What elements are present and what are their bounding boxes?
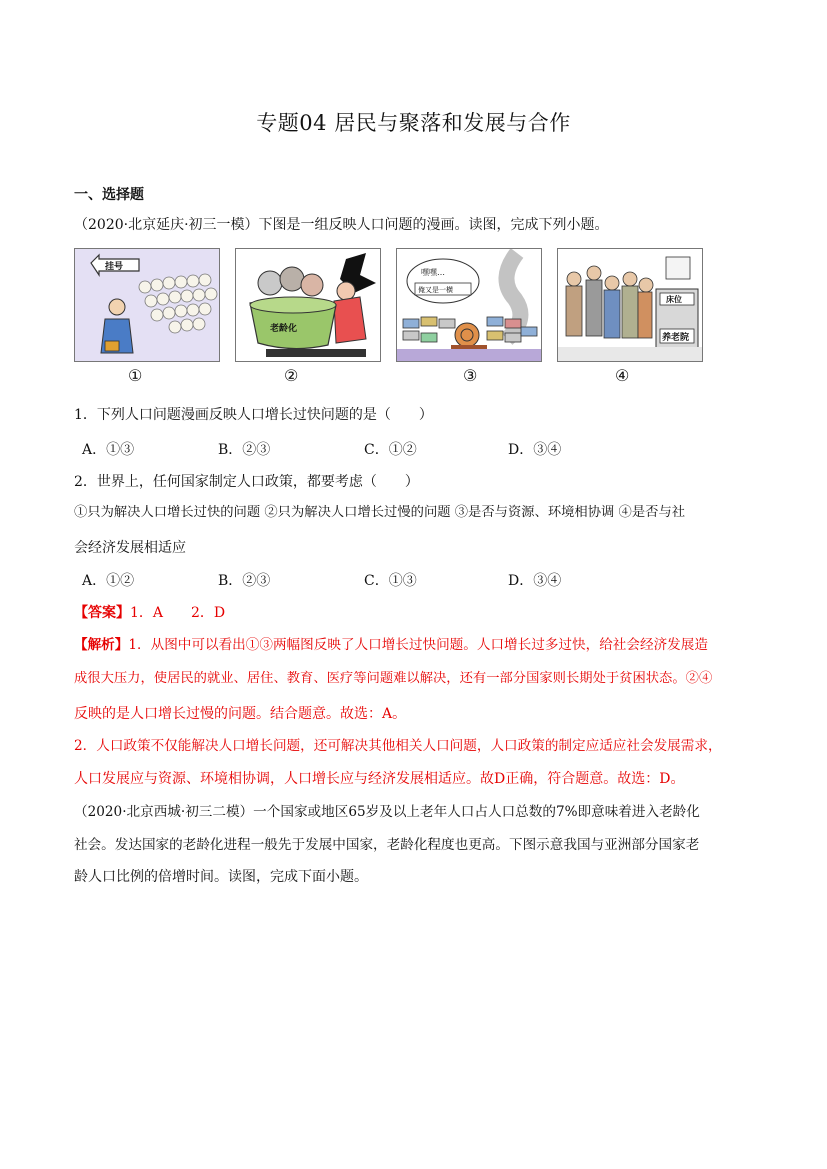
comic-4-caption: ④ — [615, 366, 630, 385]
q1-option-c: C．①② — [364, 442, 417, 458]
intro-text-2-line-1: （2020·北京西城·初三二模）一个国家或地区65岁及以上老年人口占人口总数的7%即意味着进入老龄化 — [74, 804, 700, 820]
question-1-stem: 1．下列人口问题漫画反映人口增长过快问题的是（ ） — [74, 407, 433, 423]
analysis-label: 【解析】 — [74, 637, 129, 653]
comic-1-image — [74, 248, 220, 362]
comic-2-caption: ② — [284, 366, 299, 385]
q2-statements-line-1: ①只为解决人口增长过快的问题 ②只为解决人口增长过慢的问题 ③是否与资源、环境相协调 ④是否与社 — [74, 505, 686, 520]
comic-4-sign-1: 床位 — [666, 295, 682, 304]
q1-option-b: B．②③ — [218, 442, 271, 458]
comic-3-bubble-1: 嘿嘿… — [421, 268, 445, 277]
analysis-line-5: 人口发展应与资源、环境相协调，人口增长应与经济发展相适应。故D正确，符合题意。故选：D。 — [74, 771, 685, 787]
q2-option-d: D．③④ — [508, 573, 562, 589]
intro-text-1: （2020·北京延庆·初三一模）下图是一组反映人口问题的漫画。读图，完成下列小题。 — [74, 217, 609, 233]
comic-3-image — [396, 248, 542, 362]
q1-option-d: D．③④ — [508, 442, 562, 458]
comic-1-sign: 挂号 — [105, 262, 124, 272]
q2-statements-line-2: 会经济发展相适应 — [74, 540, 186, 556]
intro-text-2-line-3: 龄人口比例的倍增时间。读图，完成下面小题。 — [74, 869, 368, 885]
q2-option-b: B．②③ — [218, 573, 271, 589]
q2-option-a: A．①② — [82, 573, 135, 589]
comic-3-caption: ③ — [463, 366, 478, 385]
comic-1-caption: ① — [128, 366, 143, 385]
answer-text: 1．A 2．D — [130, 605, 226, 621]
analysis-line-1 — [74, 635, 708, 655]
page-title: 专题04 居民与聚落和发展与合作 — [256, 111, 571, 135]
intro-text-2-line-2: 社会。发达国家的老龄化进程一般先于发展中国家，老龄化程度也更高。下图示意我国与亚洲部分国家老 — [74, 837, 700, 853]
comic-3-bubble-2: 俺又是一横 — [418, 286, 453, 294]
answer-line — [74, 603, 225, 623]
analysis-line-3: 反映的是人口增长过慢的问题。结合题意。故选：A。 — [74, 706, 407, 722]
q2-option-c: C．①③ — [364, 573, 417, 589]
analysis-text-1: 1．从图中可以看出①③两幅图反映了人口增长过快问题。人口增长过多过快，给社会经济发展造 — [128, 637, 708, 653]
analysis-line-2: 成很大压力，使居民的就业、居住、教育、医疗等问题难以解决，还有一部分国家则长期处于贫困状态。②④ — [74, 671, 713, 686]
answer-label: 【答案】 — [74, 605, 130, 621]
comic-4-image — [557, 248, 703, 362]
q1-option-a: A．①③ — [82, 442, 135, 458]
comic-2-image — [235, 248, 381, 362]
analysis-line-4: 2．人口政策不仅能解决人口增长问题，还可解决其他相关人口问题，人口政策的制定应适应社会发展需求， — [74, 738, 722, 754]
comic-4-sign-2: 养老院 — [662, 333, 690, 343]
comic-2-sign: 老龄化 — [270, 324, 298, 334]
section-heading: 一、选择题 — [74, 187, 144, 203]
question-2-stem: 2．世界上，任何国家制定人口政策，都要考虑（ ） — [74, 474, 419, 490]
